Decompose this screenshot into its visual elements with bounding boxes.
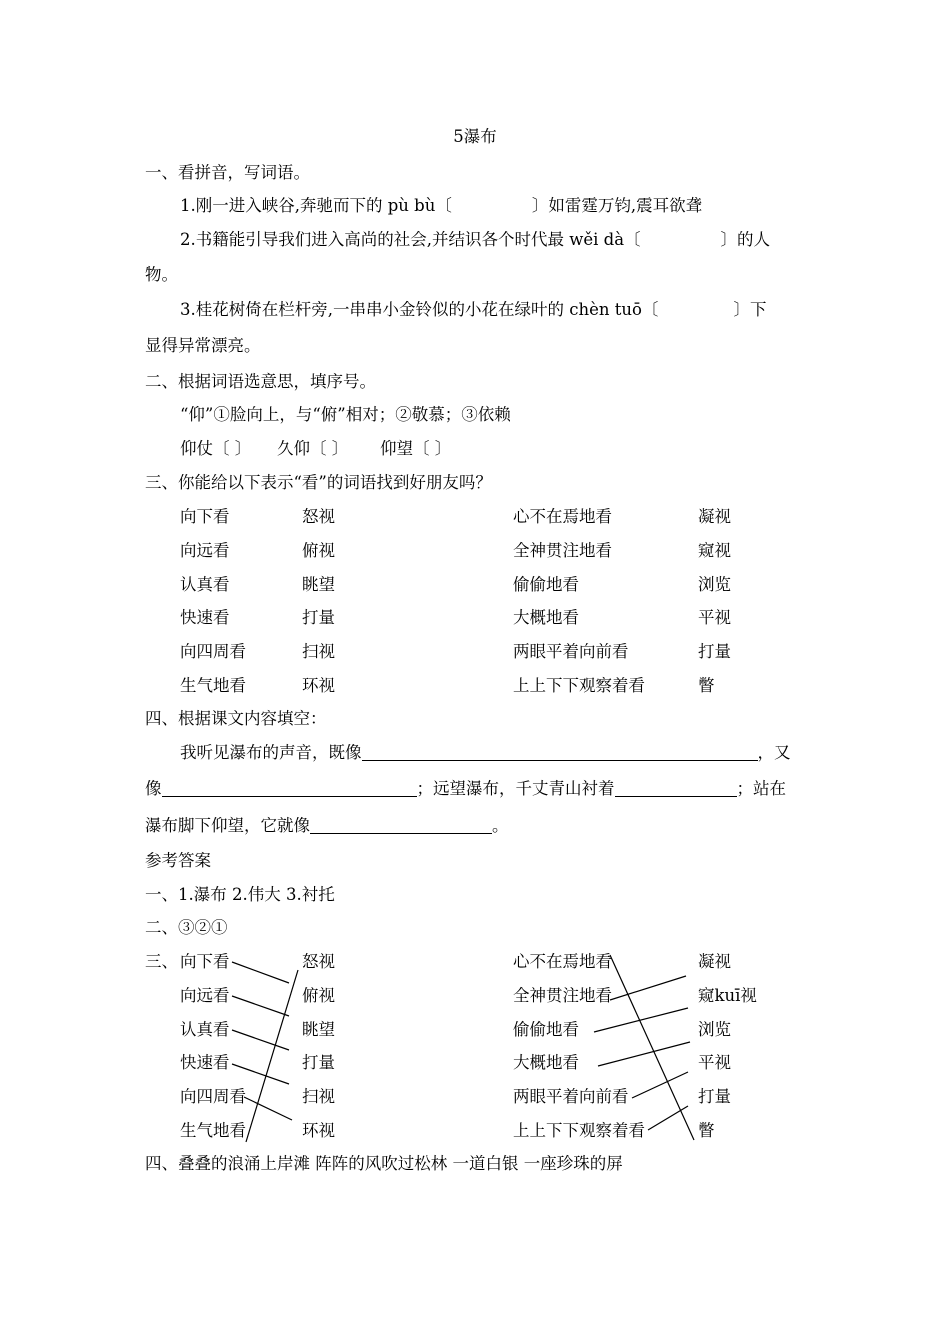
- section1-heading: 一、看拼音，写词语。: [145, 163, 310, 182]
- match-word: 生气地看: [180, 1121, 246, 1140]
- match-word: 凝视: [698, 507, 731, 526]
- match-word: 浏览: [698, 574, 731, 594]
- question-1-text-end: 〕如雷霆万钧,震耳欲聋: [531, 196, 703, 215]
- question-3-cont: 显得异常漂亮。: [145, 336, 261, 355]
- match-word: 窥视: [698, 540, 731, 560]
- fill-text: ；远望瀑布，千丈青山衬着: [416, 779, 615, 798]
- match-word: 全神贯注地看: [513, 985, 612, 1005]
- word-item: 仰仗〔 〕: [180, 439, 252, 458]
- match-word: 向下看: [180, 507, 230, 526]
- match-word: 全神贯注地看: [513, 540, 612, 560]
- match-line: [610, 955, 694, 1140]
- match-word: 打量: [698, 642, 731, 662]
- match-word: 心不在焉地看: [513, 507, 612, 526]
- match-word: 俯视: [302, 985, 335, 1005]
- answer-2: 二、③②①: [145, 918, 228, 937]
- match-line: [232, 1030, 289, 1050]
- word-item: 仰望〔 〕: [380, 439, 452, 458]
- fill-text: 我听见瀑布的声音，既像: [180, 743, 362, 762]
- match-word: 环视: [302, 1121, 335, 1140]
- answer-3-prefix: 三、: [145, 952, 178, 971]
- match-word: 窥kuī视: [698, 985, 757, 1005]
- fill-text: ，又: [757, 743, 791, 762]
- question-3-text: 3.桂花树倚在栏杆旁,一串串小金铃似的小花在绿叶的 chèn tuō〔: [180, 300, 659, 319]
- match-word: 打量: [698, 1087, 731, 1107]
- question-2-text-end: 〕的人: [720, 230, 771, 249]
- section4-heading: 四、根据课文内容填空：: [145, 709, 327, 728]
- match-word: 认真看: [180, 1019, 230, 1039]
- match-word: 偷偷地看: [513, 1019, 579, 1039]
- match-word: 怒视: [302, 952, 335, 971]
- match-word: 瞥: [698, 1121, 715, 1140]
- match-word: 平视: [698, 1053, 731, 1073]
- word-item: 久仰〔 〕: [277, 439, 349, 458]
- section3-heading: 三、你能给以下表示“看”的词语找到好朋友吗？: [145, 473, 492, 492]
- match-word: 上上下下观察着看: [513, 1121, 645, 1140]
- match-word: 上上下下观察着看: [513, 676, 645, 695]
- match-word: 平视: [698, 608, 731, 628]
- fill-text: 。: [492, 816, 509, 835]
- match-word: 向远看: [180, 985, 230, 1005]
- match-word: 认真看: [180, 574, 230, 594]
- match-word: 向四周看: [180, 642, 246, 662]
- match-word: 瞥: [698, 676, 715, 695]
- match-word: 快速看: [180, 1053, 230, 1073]
- match-word: 浏览: [698, 1019, 731, 1039]
- page-title: 5瀑布: [453, 127, 497, 146]
- section2-heading: 二、根据词语选意思，填序号。: [145, 372, 376, 391]
- match-line: [232, 962, 289, 983]
- question-3-text-end: 〕下: [733, 300, 767, 319]
- match-word: 向远看: [180, 540, 230, 560]
- yang-meanings: “仰”①脸向上，与“俯”相对；②敬慕；③依赖: [180, 405, 511, 424]
- match-word: 打量: [302, 608, 335, 628]
- match-word: 向下看: [180, 952, 230, 971]
- answer-4: 四、叠叠的浪涌上岸滩 阵阵的风吹过松林 一道白银 一座珍珠的屏: [145, 1154, 623, 1173]
- match-line: [598, 1042, 690, 1066]
- match-word: 凝视: [698, 952, 731, 971]
- match-word: 心不在焉地看: [513, 952, 612, 971]
- match-word: 俯视: [302, 540, 335, 560]
- match-word: 大概地看: [513, 608, 579, 628]
- answer-1: 一、1.瀑布 2.伟大 3.衬托: [145, 885, 335, 904]
- match-line: [232, 1064, 289, 1084]
- fill-text: 像: [145, 779, 162, 798]
- match-word: 扫视: [302, 1087, 335, 1107]
- fill-text: 瀑布脚下仰望，它就像: [145, 816, 310, 835]
- question-2-cont: 物。: [145, 265, 178, 284]
- question-1-text: 1.刚一进入峡谷,奔驰而下的 pù bù〔: [180, 196, 452, 215]
- match-word: 大概地看: [513, 1053, 579, 1073]
- match-word: 快速看: [180, 608, 230, 628]
- match-word: 扫视: [302, 642, 335, 662]
- answers-heading: 参考答案: [145, 851, 211, 870]
- match-word: 生气地看: [180, 676, 246, 695]
- question-2-text: 2.书籍能引导我们进入高尚的社会,并结识各个时代最 wěi dà〔: [180, 230, 641, 249]
- match-word: 两眼平着向前看: [513, 642, 629, 662]
- match-word: 向四周看: [180, 1087, 246, 1107]
- match-word: 怒视: [302, 507, 335, 526]
- match-word: 环视: [302, 676, 335, 695]
- match-word: 眺望: [302, 1019, 335, 1039]
- fill-text: ；站在: [736, 779, 786, 798]
- match-line: [232, 996, 289, 1016]
- match-word: 眺望: [302, 574, 335, 594]
- match-line: [632, 1072, 688, 1098]
- match-line: [594, 1008, 688, 1032]
- match-line: [244, 1097, 292, 1120]
- match-line: [246, 970, 298, 1142]
- match-line: [648, 1106, 688, 1130]
- match-word: 偷偷地看: [513, 574, 579, 594]
- match-word: 打量: [302, 1053, 335, 1073]
- match-word: 两眼平着向前看: [513, 1087, 629, 1107]
